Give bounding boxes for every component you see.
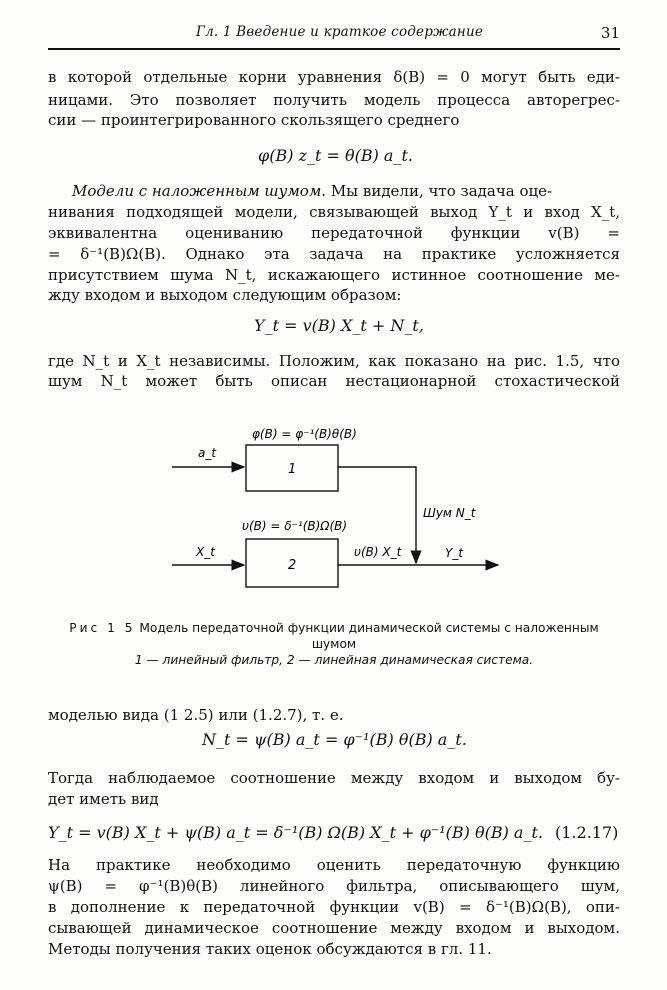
para6-line-2: ψ(B) = φ⁻¹(B)θ(B) линейного фильтра, описывающего шум, (48, 877, 620, 895)
equation-1: φ(B) z_t = θ(B) a_t. (258, 146, 413, 165)
vx-label: υ(B) X_t (354, 545, 402, 559)
caption-text-2: шумом (311, 637, 357, 651)
noise-label: Шум N_t (423, 506, 476, 520)
para2-line-3: эквивалентна оцениванию передаточной функции v(B) = (48, 224, 620, 242)
para2-line-2: нивания подходящей модели, связывающей выход Y_t и вход X_t, (48, 203, 620, 221)
box2-label: 2 (288, 558, 297, 573)
para5-line-2: дет иметь вид (48, 790, 159, 808)
para5-line-1: Тогда наблюдаемое соотношение между входом и выходом бу- (48, 769, 620, 787)
para2-line-4: = δ⁻¹(B)Ω(B). Однако эта задача на практике усложняется (48, 245, 620, 263)
para2-line-1 (48, 182, 620, 200)
page-header (48, 20, 620, 50)
para6-line-3: в дополнение к передаточной функции v(B) = δ⁻¹(B)Ω(B), опи- (48, 898, 620, 916)
block-diagram (160, 415, 510, 620)
para6-line-1: На практике необходимо оценить передаточную функцию (48, 856, 620, 874)
formula-psi: φ(B) = φ⁻¹(B)θ(B) (252, 427, 357, 441)
box1-label: 1 (288, 462, 297, 477)
caption-legend: 1 — линейный фильтр, 2 — линейная динамическая система. (134, 653, 534, 667)
para6-line-4: сывающей динамическое соотношение между входом и выходом. (48, 919, 620, 937)
header-rule (48, 48, 620, 50)
para6-line-5: Методы получения таких оценок обсуждаются в гл. 11. (48, 940, 492, 958)
para4-line: моделью вида (1 2.5) или (1.2.7), т. е. (48, 706, 344, 724)
para3-line-1: где N_t и X_t независимы. Положим, как показано на рис. 1.5, что (48, 352, 620, 370)
para2-line-5: присутствием шума N_t, искажающего истинное соотношение ме- (48, 266, 620, 284)
para2-line-1-text: Мы видели, что задача оце- (330, 182, 553, 200)
para1-line-2: ницами. Это позволяет получить модель процесса авторегрес- (48, 91, 620, 109)
equation-3: N_t = ψ(B) a_t = φ⁻¹(B) θ(B) a_t. (202, 730, 467, 749)
para3-line-2: шум N_t может быть описан нестационарной стохастической (48, 372, 620, 390)
input-x-label: X_t (196, 545, 215, 559)
equation-2: Y_t = v(B) X_t + N_t, (254, 316, 424, 335)
para1-line-1: в которой отдельные корни уравнения δ(B) = 0 могут быть еди- (48, 68, 620, 86)
output-label: Y_t (445, 546, 464, 560)
figure-caption (48, 620, 620, 668)
para1-line-3: сии — проинтегрированного скользящего среднего (48, 111, 460, 129)
equation-4-number: (1.2.17) (555, 823, 619, 842)
section-heading: Модели с наложенным шумом. (72, 182, 327, 200)
equation-4: Y_t = v(B) X_t + ψ(B) a_t = δ⁻¹(B) Ω(B) X_t + φ⁻¹(B) θ(B) a_t. (48, 823, 543, 842)
page-number: 31 (600, 24, 620, 42)
input-a-label: a_t (198, 446, 217, 460)
caption-prefix: Рис 1 5 (69, 621, 136, 635)
para2-line-6: жду входом и выходом следующим образом: (48, 286, 402, 304)
caption-text: Модель передаточной функции динамической системы с наложенным (139, 621, 599, 635)
running-title: Гл. 1 Введение и краткое содержание (196, 24, 484, 40)
formula-v: υ(B) = δ⁻¹(B)Ω(B) (242, 519, 348, 533)
